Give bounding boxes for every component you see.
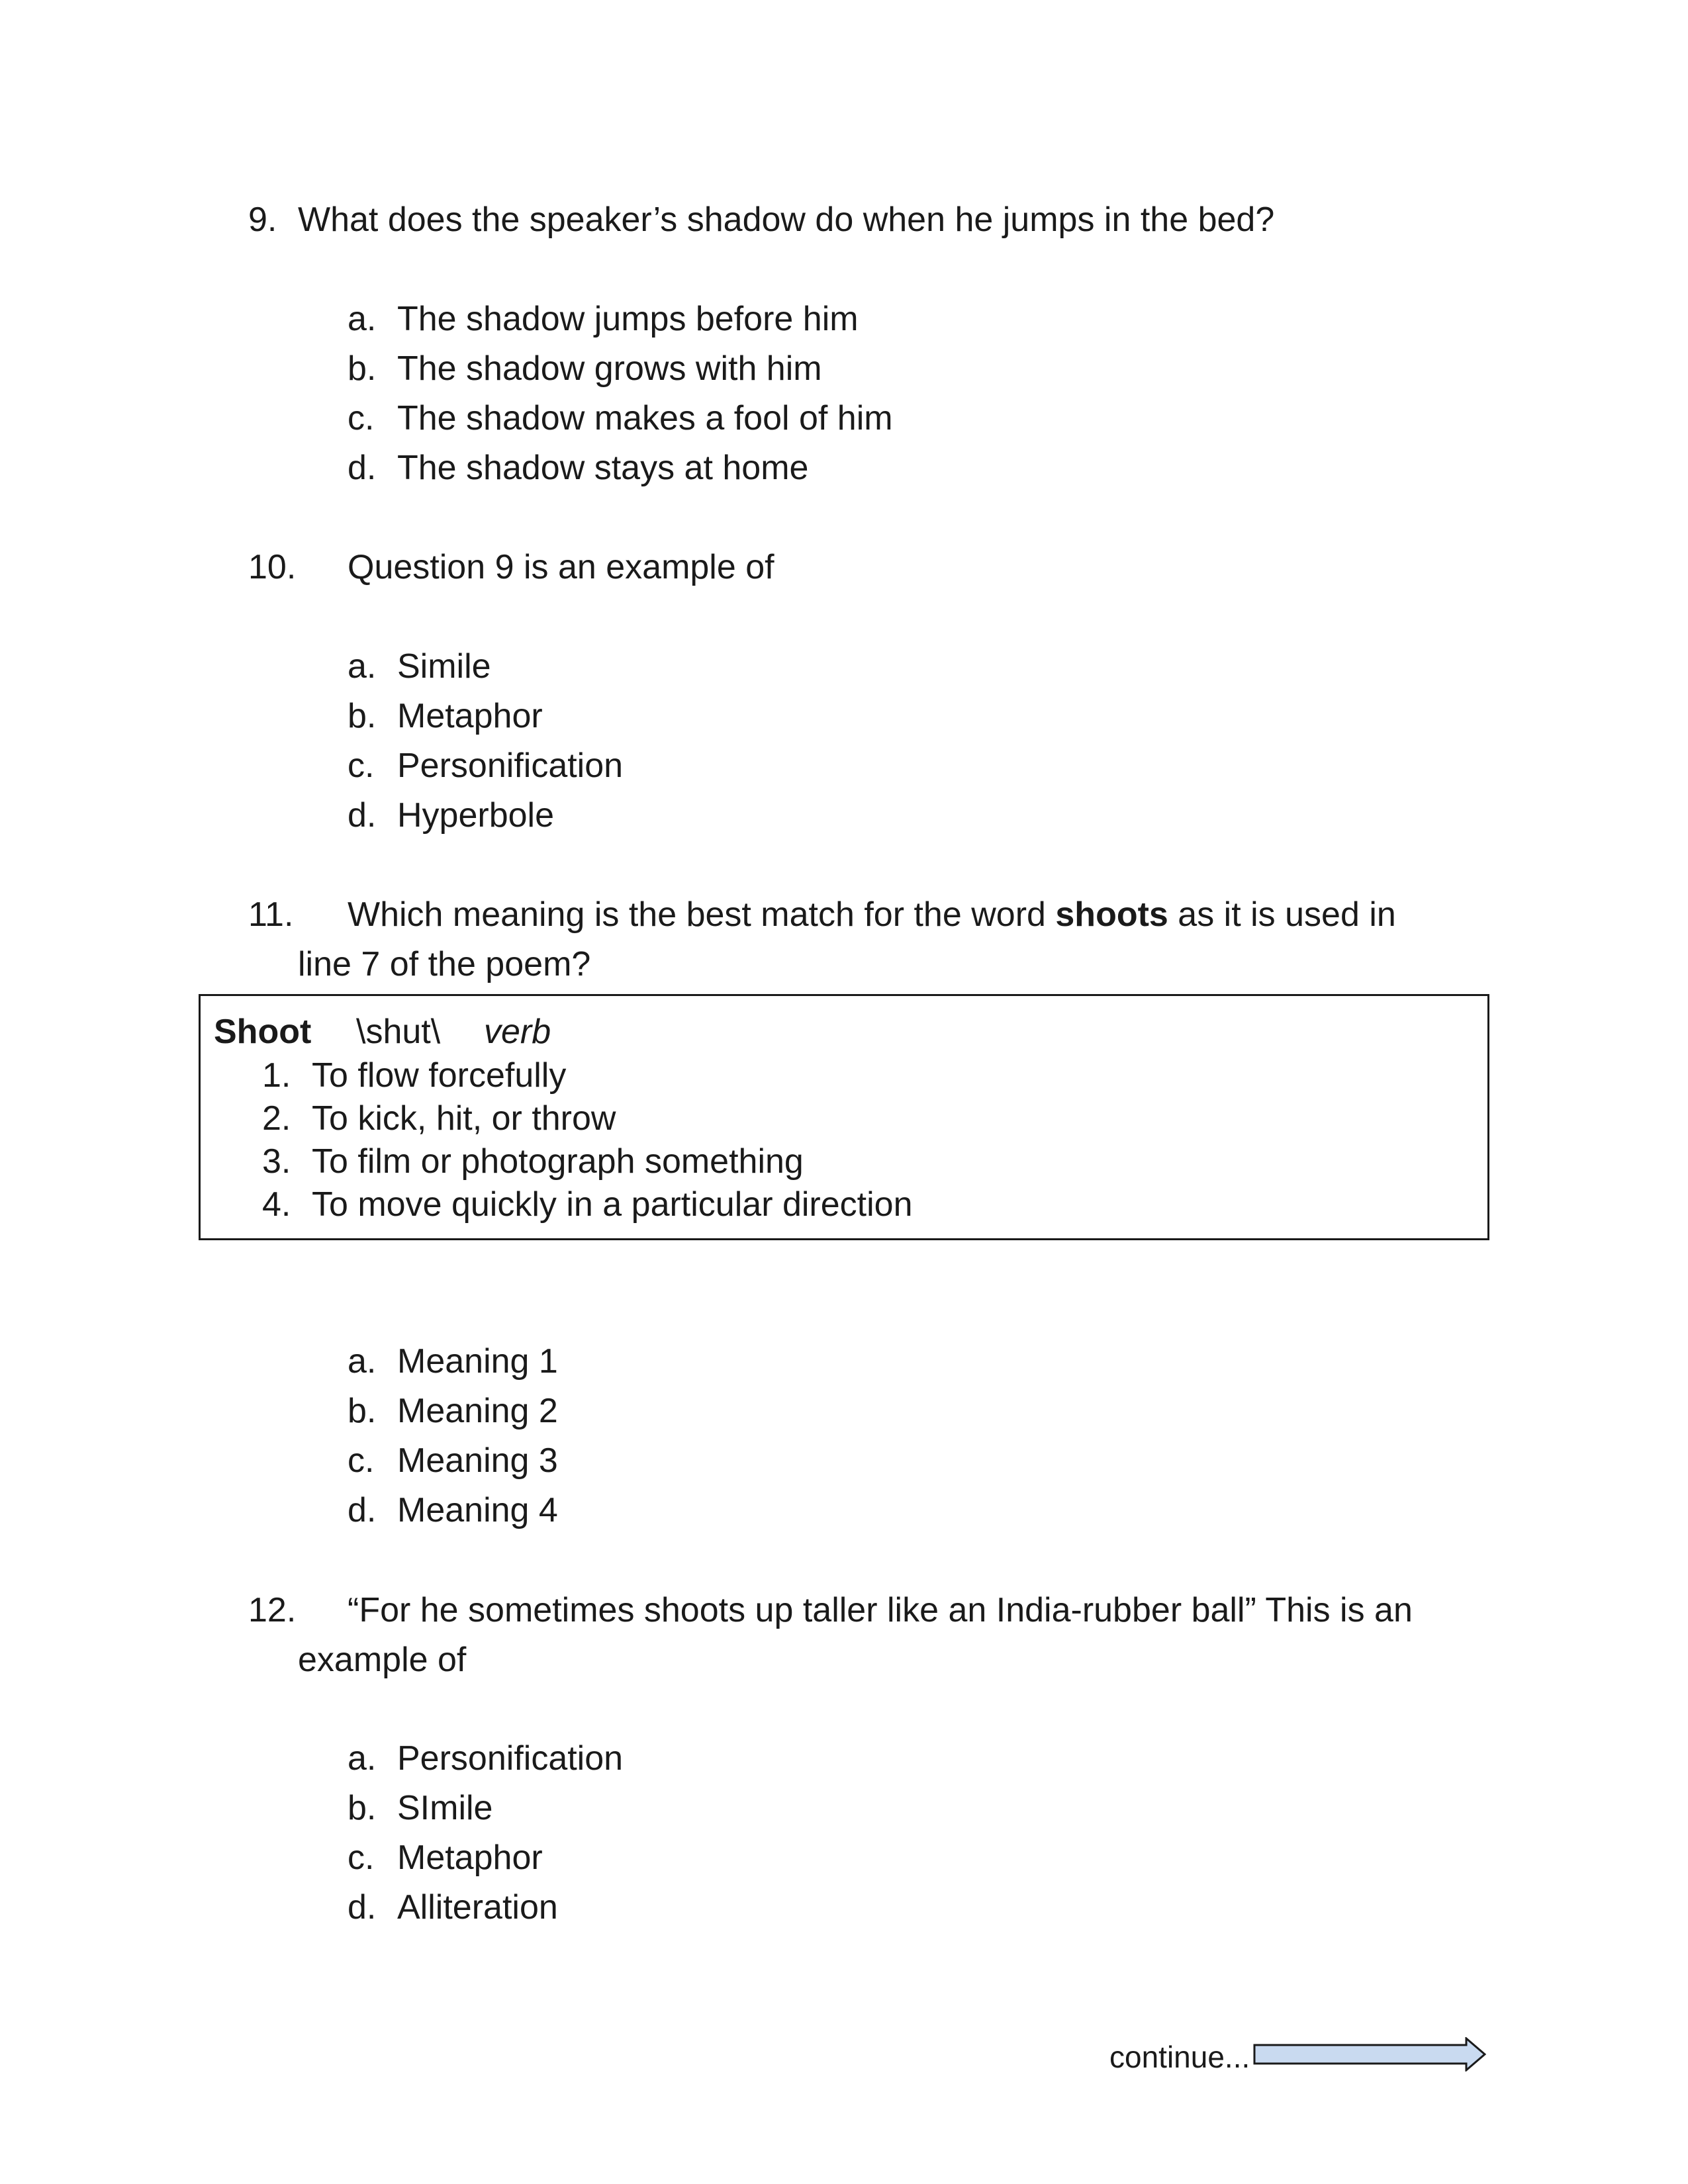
- option-text: Alliteration: [397, 1888, 558, 1927]
- question-text-line-2: line 7 of the poem?: [298, 945, 591, 983]
- option-letter: d.: [348, 1491, 377, 1529]
- dictionary-word: Shoot: [214, 1013, 312, 1051]
- option-letter: d.: [348, 449, 377, 487]
- definition-number: 4.: [262, 1185, 291, 1224]
- option-letter: b.: [348, 1392, 377, 1430]
- option-letter: d.: [348, 796, 377, 835]
- option-letter: a.: [348, 1342, 377, 1381]
- question-number: 10.: [248, 548, 297, 586]
- right-arrow-icon: [1253, 2037, 1486, 2071]
- question-number: 12.: [248, 1591, 297, 1629]
- question-text: “For he sometimes shoots up taller like an India-rubber ball” This is an: [348, 1591, 1413, 1629]
- dictionary-entry-box: [199, 994, 1489, 1240]
- option-letter: c.: [348, 747, 375, 785]
- option-text: Meaning 1: [397, 1342, 558, 1381]
- option-text: Hyperbole: [397, 796, 555, 835]
- option-letter: c.: [348, 1441, 375, 1480]
- question-text: [348, 895, 1396, 934]
- definition-text: To kick, hit, or throw: [312, 1099, 616, 1138]
- question-text-line-2: example of: [298, 1641, 467, 1679]
- option-text: Metaphor: [397, 1839, 543, 1877]
- option-letter: c.: [348, 399, 375, 437]
- option-text: The shadow grows with him: [397, 349, 822, 388]
- dictionary-pronunciation: \shut\: [356, 1013, 441, 1051]
- continue-label: continue...: [1109, 2040, 1250, 2074]
- definition-number: 3.: [262, 1142, 291, 1181]
- option-text: Personification: [397, 747, 624, 785]
- dictionary-headword-line: [214, 1012, 551, 1052]
- question-number: 9.: [248, 201, 277, 239]
- option-text: Meaning 2: [397, 1392, 558, 1430]
- option-text: The shadow stays at home: [397, 449, 809, 487]
- definition-number: 2.: [262, 1099, 291, 1138]
- question-text: Question 9 is an example of: [348, 548, 774, 586]
- definition-number: 1.: [262, 1056, 291, 1095]
- option-letter: a.: [348, 647, 377, 686]
- option-letter: b.: [348, 697, 377, 735]
- option-text: Simile: [397, 647, 491, 686]
- option-text: Metaphor: [397, 697, 543, 735]
- option-letter: a.: [348, 1739, 377, 1778]
- option-text: The shadow makes a fool of him: [397, 399, 893, 437]
- option-letter: c.: [348, 1839, 375, 1877]
- option-text: Meaning 4: [397, 1491, 558, 1529]
- option-letter: d.: [348, 1888, 377, 1927]
- option-letter: a.: [348, 300, 377, 338]
- option-text: The shadow jumps before him: [397, 300, 859, 338]
- question-text: What does the speaker’s shadow do when he jumps in the bed?: [298, 201, 1275, 239]
- question-number: 11.: [248, 895, 294, 934]
- dictionary-part-of-speech: verb: [484, 1013, 551, 1051]
- option-text: Personification: [397, 1739, 624, 1778]
- question-text-start: Which meaning is the best match for the word: [348, 895, 1056, 934]
- definition-text: To flow forcefully: [312, 1056, 567, 1095]
- option-letter: b.: [348, 1789, 377, 1827]
- question-text-end: as it is used in: [1168, 895, 1396, 934]
- option-letter: b.: [348, 349, 377, 388]
- option-text: Meaning 3: [397, 1441, 558, 1480]
- option-text: SImile: [397, 1789, 493, 1827]
- question-keyword: shoots: [1055, 895, 1168, 934]
- definition-text: To film or photograph something: [312, 1142, 804, 1181]
- definition-text: To move quickly in a particular direction: [312, 1185, 913, 1224]
